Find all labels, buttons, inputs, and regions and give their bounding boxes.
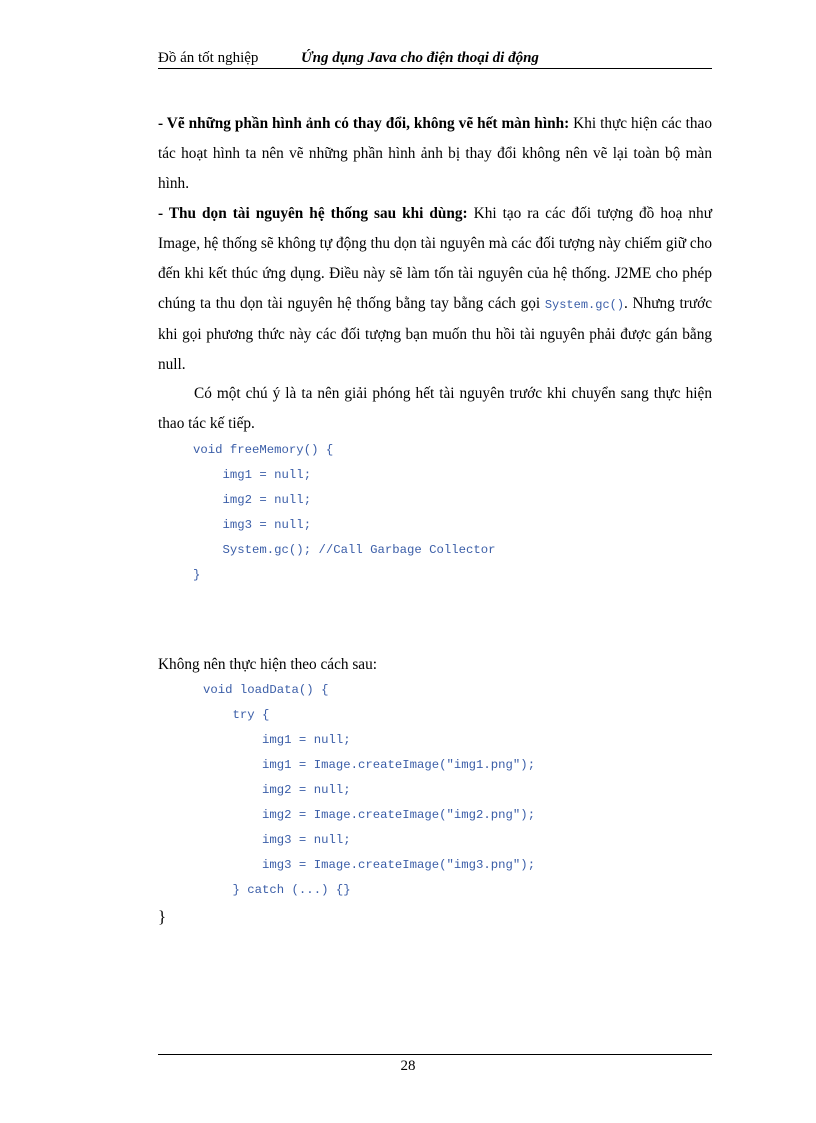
code-line: void freeMemory() { <box>193 443 334 457</box>
code-line: try { <box>203 708 270 722</box>
page-header <box>158 48 712 69</box>
code-line: } <box>193 568 201 582</box>
paragraph-text-tail: . Nhưng trước khi gọi phương thức này các đối tượng bạn muốn thu hồi tài nguyên phải được gán bằng null. <box>158 295 712 373</box>
code-line: img1 = null; <box>203 733 351 747</box>
code-line: img3 = null; <box>203 833 351 847</box>
inline-code: System.gc() <box>544 298 625 312</box>
paragraph-cleanup-resources <box>158 199 712 380</box>
header-left-title: Đồ án tốt nghiệp <box>158 50 259 66</box>
closing-brace: } <box>158 907 167 926</box>
code-line: img1 = null; <box>193 468 312 482</box>
code-line: } catch (...) {} <box>203 883 351 897</box>
code-line: System.gc(); //Call Garbage Collector <box>193 543 496 557</box>
code-line: img2 = null; <box>203 783 351 797</box>
paragraph-note: Có một chú ý là ta nên giải phóng hết tài nguyên trước khi chuyển sang thực hiện thao tác kế tiếp. <box>158 385 712 432</box>
code-line: void loadData() { <box>203 683 329 697</box>
paragraph-heading: - Thu dọn tài nguyên hệ thống sau khi dùng: <box>158 205 468 222</box>
code-line: img2 = null; <box>193 493 312 507</box>
code-line: img2 = Image.createImage("img2.png"); <box>203 808 536 822</box>
paragraph-do-not: Không nên thực hiện theo cách sau: <box>158 656 377 673</box>
code-line: img3 = null; <box>193 518 312 532</box>
header-right-title: Ứng dụng Java cho điện thoại di động <box>301 50 539 66</box>
paragraph-draw-changed <box>158 109 712 199</box>
footer-divider <box>158 1054 712 1055</box>
code-block-free-memory <box>193 438 496 588</box>
code-line: img1 = Image.createImage("img1.png"); <box>203 758 536 772</box>
paragraph-text: Khi thực hiện các thao tác hoạt hình ta nên vẽ những phần hình ảnh bị thay đổi không nên vẽ lại toàn bộ màn hình. <box>158 115 712 192</box>
code-line: img3 = Image.createImage("img3.png"); <box>203 858 536 872</box>
paragraph-text: Khi tạo ra các đối tượng đồ hoạ như Image, hệ thống sẽ không tự động thu dọn tài nguyên mà các đối tượng này chiếm giữ cho đến khi kết thúc ứng dụng. Điều này sẽ làm tốn tài nguyên của hệ thống. J2ME cho phép chúng ta thu dọn tài nguyên hệ thống bằng tay bằng cách gọi <box>158 205 712 312</box>
paragraph-heading: - Vẽ những phần hình ảnh có thay đổi, không vẽ hết màn hình: <box>158 115 570 132</box>
page-number: 28 <box>400 1058 416 1074</box>
code-block-load-data <box>203 678 535 903</box>
